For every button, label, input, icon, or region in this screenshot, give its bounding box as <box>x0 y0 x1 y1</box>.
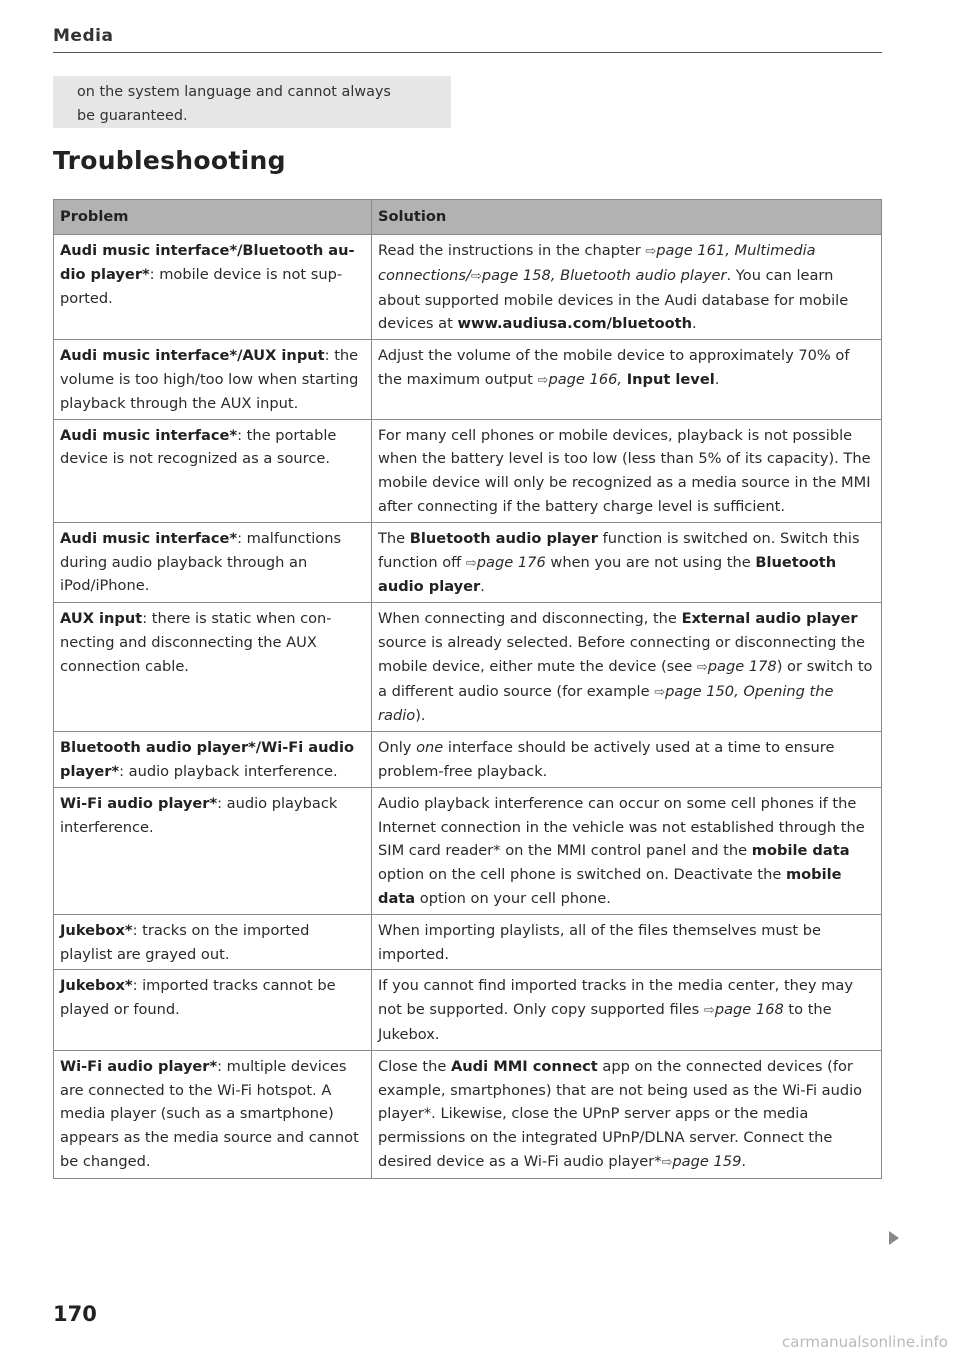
problem-text: : audio playback interference. <box>60 794 338 836</box>
section-title: Media <box>53 26 114 46</box>
table-row <box>54 970 882 1050</box>
solution-text: . <box>480 578 485 596</box>
note-line: on the system language and cannot always <box>77 84 391 100</box>
problem-cell <box>54 235 372 340</box>
solution-text: . <box>692 315 697 333</box>
problem-term: AUX input <box>60 610 143 628</box>
solution-text: when you are not using the <box>545 553 756 571</box>
solution-cell <box>372 340 882 419</box>
solution-cell <box>372 1050 882 1178</box>
note-box <box>53 76 451 128</box>
troubleshooting-table <box>53 199 882 1179</box>
problem-term: Audi music interface*/AUX input <box>60 347 325 365</box>
solution-text: interface should be actively used at a time to ensure problem-free playback. <box>378 739 835 780</box>
setting-term: External audio player <box>681 610 858 628</box>
problem-term: Jukebox* <box>60 977 133 995</box>
solution-cell <box>372 732 882 788</box>
problem-term: Audi music interface* <box>60 529 238 547</box>
problem-text: : imported tracks cannot be played or found. <box>60 977 336 1019</box>
problem-term: Audi music interface* <box>60 426 238 444</box>
problem-text: : tracks on the imported playlist are grayed out. <box>60 921 310 963</box>
problem-term: Bluetooth audio player*/Wi-Fi audio player* <box>60 739 355 780</box>
website-link[interactable]: www.audiusa.com/bluetooth <box>457 315 693 333</box>
table-row <box>54 340 882 419</box>
arrow-right-icon: ⇨ <box>661 1154 673 1170</box>
problem-term: Jukebox* <box>60 921 133 939</box>
continue-triangle-icon <box>889 1231 899 1245</box>
problem-term: Wi-Fi audio player* <box>60 794 218 812</box>
solution-text: source is already selected. Before connecting or disconnecting the mobile device, either mute the device (see <box>378 633 865 675</box>
setting-term: Input level <box>626 370 715 388</box>
emphasis-text: one <box>416 739 444 757</box>
problem-term: Audi music interface*/Bluetooth audio player* <box>60 242 355 283</box>
solution-text: Close the <box>378 1057 451 1075</box>
problem-text: : the portable device is not recognized as a source. <box>60 426 337 468</box>
solution-text: Audio playback interference can occur on some cell phones if the Internet connection in the vehicle was not established through the SIM card reader* on the MMI control panel and the <box>378 794 865 860</box>
solution-cell <box>372 522 882 602</box>
setting-term: Bluetooth audio player <box>409 529 598 547</box>
page-number: 170 <box>53 1302 97 1326</box>
solution-text: When connecting and disconnecting, the <box>378 610 682 628</box>
problem-cell <box>54 522 372 602</box>
page-link[interactable]: page 166, <box>548 370 623 388</box>
arrow-right-icon: ⇨ <box>537 372 549 388</box>
header-divider <box>53 52 882 53</box>
table-row <box>54 235 882 340</box>
problem-cell <box>54 970 372 1050</box>
page-link[interactable]: page 161, Multimedia connections/ <box>378 242 816 284</box>
table-row <box>54 787 882 914</box>
page-link[interactable]: page 150, Opening the radio <box>378 682 834 725</box>
problem-text: : malfunctions during audio playback through an iPod/iPhone. <box>60 529 342 595</box>
table-row <box>54 914 882 970</box>
watermark: carmanualsonline.info <box>782 1333 948 1351</box>
table-row <box>54 603 882 732</box>
problem-cell <box>54 787 372 914</box>
arrow-right-icon: ⇨ <box>645 244 657 259</box>
page-link[interactable]: page 176 <box>476 553 546 571</box>
problem-text: : the volume is too high/too low when starting playback through the AUX input. <box>60 347 359 412</box>
problem-cell <box>54 340 372 419</box>
solution-text: If you cannot find imported tracks in the media center, they may not be supported. Only copy supported files <box>378 977 853 1019</box>
solution-text: The <box>378 529 410 547</box>
solution-text: . You can learn about supported mobile devices in the Audi database for mobile devices at <box>378 266 849 333</box>
page-link[interactable]: page 159 <box>672 1152 742 1170</box>
solution-text: function is switched on. Switch this function off <box>378 529 860 571</box>
page-link[interactable]: page 168 <box>714 1001 784 1019</box>
solution-cell <box>372 603 882 732</box>
page-heading: Troubleshooting <box>53 146 286 175</box>
arrow-right-icon: ⇨ <box>654 684 666 700</box>
solution-cell <box>372 970 882 1050</box>
arrow-right-icon: ⇨ <box>696 659 708 675</box>
table-row <box>54 732 882 788</box>
problem-term: Wi-Fi audio player* <box>60 1057 218 1075</box>
problem-text: : there is static when connecting and disconnecting the AUX connection cable. <box>60 610 332 675</box>
solution-text: app on the connected devices (for example, smartphones) that are not being used as the Wi-Fi audio player*. Likewise, close the UPnP server apps or the media permissions on the integrated UPnP/DLNA server. Connect the desired device as a Wi-Fi audio player* <box>378 1057 863 1170</box>
arrow-right-icon: ⇨ <box>703 1003 715 1019</box>
page-link[interactable]: page 158, Bluetooth audio player <box>481 266 727 284</box>
setting-term: mobile data <box>378 866 842 907</box>
setting-term: Audi MMI connect <box>450 1057 598 1075</box>
problem-cell <box>54 914 372 970</box>
problem-cell <box>54 1050 372 1178</box>
table-header-row <box>54 200 882 235</box>
problem-text: : mobile device is not supported. <box>60 265 343 307</box>
arrow-right-icon: ⇨ <box>470 268 482 284</box>
column-header-problem: Problem <box>54 200 372 235</box>
solution-text: When importing playlists, all of the files themselves must be imported. <box>378 921 821 963</box>
table-row <box>54 419 882 522</box>
solution-text: For many cell phones or mobile devices, playback is not possible when the battery level is too low (less than 5% of its capacity). The mobile device will only be recognized as a media source in the MMI after connecting if the battery charge level is sufficient. <box>378 426 871 515</box>
solution-text: Only <box>378 739 417 757</box>
solution-cell <box>372 419 882 522</box>
solution-cell <box>372 235 882 340</box>
solution-text: Adjust the volume of the mobile device to approximately 70% of the maximum output <box>378 347 850 388</box>
table-row <box>54 522 882 602</box>
problem-text: : multiple devices are connected to the Wi-Fi hotspot. A media player (such as a smartphone) appears as the media source and cannot be changed. <box>60 1057 359 1170</box>
arrow-right-icon: ⇨ <box>465 555 477 571</box>
solution-text: . <box>741 1152 747 1170</box>
setting-term: mobile data <box>751 842 850 860</box>
note-line: be guaranteed. <box>77 108 188 124</box>
solution-cell <box>372 787 882 914</box>
solution-text: option on the cell phone is switched on. Deactivate the <box>378 866 786 884</box>
problem-text: : audio playback interference. <box>119 762 338 780</box>
problem-cell <box>54 603 372 732</box>
table-row <box>54 1050 882 1178</box>
solution-text: option on your cell phone. <box>415 889 611 907</box>
solution-text: to the Jukebox. <box>378 1001 832 1043</box>
column-header-solution: Solution <box>372 200 882 235</box>
solution-text: . <box>714 370 720 388</box>
solution-cell <box>372 914 882 970</box>
solution-text: ). <box>415 707 426 725</box>
setting-term: Bluetooth audio player <box>378 553 837 596</box>
solution-text: Read the instructions in the chapter <box>378 242 646 259</box>
page-link[interactable]: page 178 <box>707 657 777 675</box>
problem-cell <box>54 732 372 788</box>
problem-cell <box>54 419 372 522</box>
solution-text: ) or switch to a different audio source (for example <box>378 657 873 700</box>
